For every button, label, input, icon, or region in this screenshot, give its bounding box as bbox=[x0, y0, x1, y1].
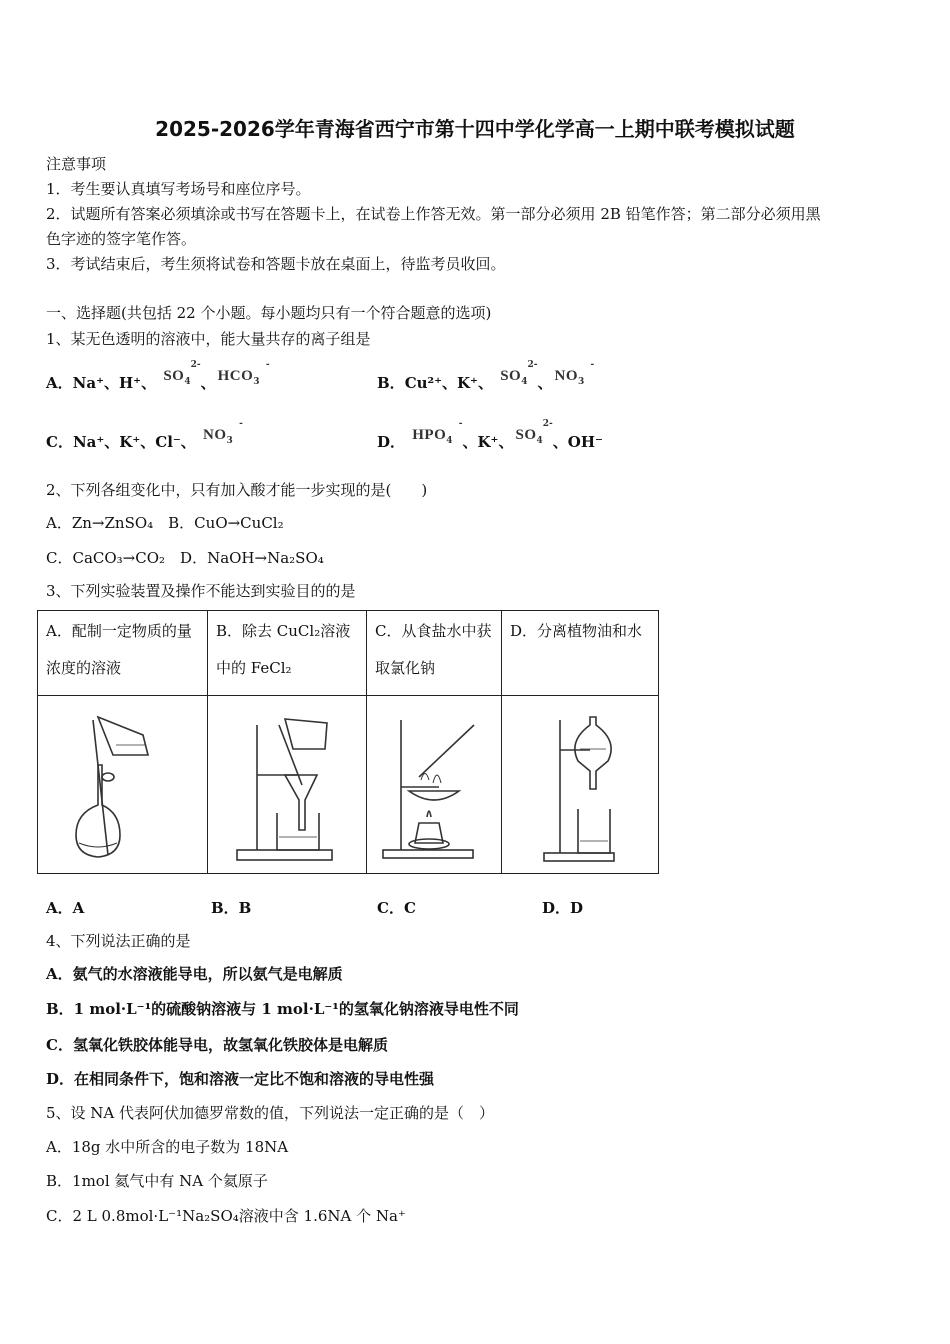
q3-cell-d-head: D．分离植物油和水 bbox=[502, 611, 659, 696]
notice-heading: 注意事项 bbox=[46, 155, 107, 173]
q4-stem: 4、下列说法正确的是 bbox=[46, 932, 191, 950]
section-heading: 一、选择题(共包括 22 个小题。每小题均只有一个符合题意的选项) bbox=[46, 304, 492, 322]
notice-item-2-line-2: 色字迹的签字笔作答。 bbox=[46, 230, 197, 248]
q3-option-b[interactable]: B．B bbox=[211, 899, 252, 917]
notice-item-1: 1．考生要认真填写考场号和座位序号。 bbox=[46, 180, 311, 198]
q4-option-a[interactable]: A．氨气的水溶液能导电，所以氨气是电解质 bbox=[46, 965, 343, 983]
evaporation-apparatus-icon bbox=[379, 705, 489, 865]
q4-option-d[interactable]: D．在相同条件下，饱和溶液一定比不饱和溶液的导电性强 bbox=[46, 1070, 435, 1088]
q1-option-c[interactable] bbox=[46, 419, 243, 452]
q1-c-ion-no3: $NO_3$ - bbox=[203, 419, 243, 446]
q3-option-a[interactable]: A．A bbox=[46, 899, 85, 917]
q3-option-c[interactable]: C．C bbox=[377, 899, 416, 917]
q1-d-ion-so4: $SO_4$ 2- bbox=[515, 419, 553, 446]
q1-b-ion-no3: $NO_3$ - bbox=[554, 360, 595, 387]
filtration-apparatus-icon bbox=[227, 705, 347, 865]
q5-option-a[interactable]: A．18g 水中所含的电子数为 18NA bbox=[46, 1138, 289, 1156]
q3-stem: 3、下列实验装置及操作不能达到实验目的的是 bbox=[46, 582, 356, 600]
q1-a-ion-so4: $SO_4$ 2- bbox=[163, 360, 201, 387]
q1-d-label: D． bbox=[377, 433, 406, 451]
page-title: 2025-2026学年青海省西宁市第十四中学化学高一上期中联考模拟试题 bbox=[155, 117, 795, 141]
volumetric-flask-icon bbox=[68, 705, 178, 865]
q5-option-c[interactable]: C．2 L 0.8mol·L⁻¹Na₂SO₄溶液中含 1.6NA 个 Na⁺ bbox=[46, 1207, 406, 1225]
q2-options-ab[interactable]: A．Zn→ZnSO₄ B．CuO→CuCl₂ bbox=[46, 514, 284, 532]
q1-stem: 1、某无色透明的溶液中，能大量共存的离子组是 bbox=[46, 330, 371, 348]
q3-option-d[interactable]: D．D bbox=[542, 899, 584, 917]
q5-stem: 5、设 NA 代表阿伏加德罗常数的值，下列说法一定正确的是（ ） bbox=[46, 1104, 495, 1122]
separatory-funnel-icon bbox=[520, 705, 640, 865]
q1-a-ion-hco3: $HCO_3$ - bbox=[217, 360, 270, 387]
q3-cell-b-image bbox=[208, 696, 367, 874]
q3-cell-a-image bbox=[38, 696, 208, 874]
q1-option-b[interactable]: B．Cu²⁺、K⁺、 $SO_4$ 2- 、 $NO_3$ - bbox=[377, 360, 595, 392]
q4-option-b[interactable]: B．1 mol·L⁻¹的硫酸钠溶液与 1 mol·L⁻¹的氢氧化钠溶液导电性不同 bbox=[46, 1000, 519, 1018]
q1-c-text: Na⁺、K⁺、Cl⁻、 bbox=[72, 433, 196, 451]
q3-cell-c-head: C．从食盐水中获取氯化钠 bbox=[367, 611, 502, 696]
q5-option-b[interactable]: B．1mol 氦气中有 NA 个氦原子 bbox=[46, 1172, 268, 1190]
q1-b-label: B． bbox=[377, 374, 405, 392]
q1-d-ion-hpo4: $HPO_4$ - bbox=[412, 419, 463, 446]
q1-a-text: Na⁺、H⁺、 bbox=[72, 374, 157, 392]
q3-cell-c-image bbox=[367, 696, 502, 874]
q3-cell-a-head: A．配制一定物质的量浓度的溶液 bbox=[38, 611, 208, 696]
notice-item-2-line-1: 2．试题所有答案必须填涂或书写在答题卡上，在试卷上作答无效。第一部分必须用 2B 铅笔作答；第二部分必须用黑 bbox=[46, 205, 821, 223]
q2-options-cd[interactable]: C．CaCO₃→CO₂ D．NaOH→Na₂SO₄ bbox=[46, 549, 324, 567]
q1-c-label: C． bbox=[46, 433, 73, 451]
q4-option-c[interactable]: C．氢氧化铁胶体能导电，故氢氧化铁胶体是电解质 bbox=[46, 1036, 388, 1054]
q1-option-a[interactable]: A．Na⁺、H⁺、 $SO_4$ 2- 、 $HCO_3$ - bbox=[46, 360, 270, 392]
q3-apparatus-table bbox=[37, 610, 659, 874]
q2-stem: 2、下列各组变化中，只有加入酸才能一步实现的是( ) bbox=[46, 481, 428, 499]
q1-d-text: 、K⁺、 bbox=[462, 433, 514, 451]
q3-cell-b-head: B．除去 CuCl₂溶液中的 FeCl₂ bbox=[208, 611, 367, 696]
q1-b-ion-so4: $SO_4$ 2- bbox=[500, 360, 538, 387]
q3-cell-d-image bbox=[502, 696, 659, 874]
q1-option-d[interactable] bbox=[377, 419, 603, 452]
q1-d-tail: 、OH⁻ bbox=[552, 433, 603, 451]
q1-a-label: A． bbox=[46, 374, 73, 392]
q1-b-text: Cu²⁺、K⁺、 bbox=[404, 374, 493, 392]
notice-item-3: 3．考试结束后，考生须将试卷和答题卡放在桌面上，待监考员收回。 bbox=[46, 255, 506, 273]
